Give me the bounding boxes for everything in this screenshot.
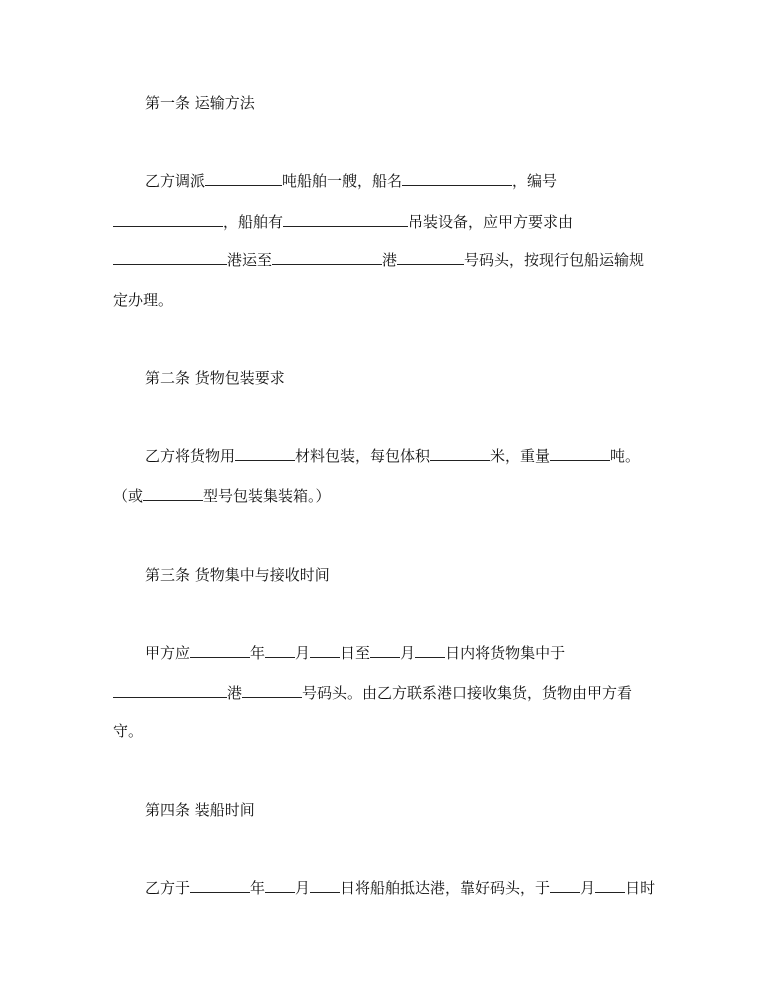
- blank-year: [190, 644, 250, 658]
- blank-arrival-month: [265, 879, 295, 893]
- article-4-line-1: 乙方于 年 月 日将船舶抵达港，靠好码头，于 月 日时: [145, 879, 656, 897]
- blank-arrival-day: [310, 879, 340, 893]
- blank-loading-day: [595, 879, 625, 893]
- blank-weight: [550, 447, 610, 461]
- article-1-line-2: ，船舶有 吊装设备，应甲方要求由: [113, 213, 573, 231]
- blank-lifting-equipment: [283, 213, 408, 227]
- article-2-line-1: 乙方将货物用 材料包装，每包体积 米，重量 吨。: [145, 447, 641, 465]
- blank-arrival-year: [190, 879, 250, 893]
- article-3-line-1: 甲方应 年 月 日至 月 日内将货物集中于: [145, 644, 566, 662]
- blank-wharf-number: [397, 251, 464, 265]
- blank-collection-wharf: [242, 684, 302, 698]
- blank-packing-material: [235, 447, 295, 461]
- article-1-line-1: 乙方调派 吨船舶一艘，船名 ，编号: [145, 172, 558, 190]
- article-4-heading: 第四条 装船时间: [145, 801, 255, 819]
- blank-collection-port: [113, 684, 227, 698]
- blank-volume: [430, 447, 490, 461]
- blank-day-end: [415, 644, 445, 658]
- article-1-line-3: 港运至 港 号码头，按现行包船运输规: [113, 251, 644, 269]
- article-2-heading: 第二条 货物包装要求: [145, 369, 285, 387]
- blank-month-end: [370, 644, 400, 658]
- blank-container-model: [143, 487, 203, 501]
- blank-ship-number: [113, 213, 223, 227]
- article-1-line-4: 定办理。: [113, 291, 174, 309]
- article-3-line-3: 守。: [113, 722, 144, 740]
- blank-origin-port: [113, 251, 227, 265]
- blank-tonnage: [205, 172, 282, 186]
- article-2-line-2: （或 型号包装集装箱。）: [113, 487, 331, 505]
- blank-ship-name: [402, 172, 512, 186]
- article-3-heading: 第三条 货物集中与接收时间: [145, 566, 330, 584]
- article-3-line-2: 港 号码头。由乙方联系港口接收集货，货物由甲方看: [113, 684, 632, 702]
- blank-month-start: [265, 644, 295, 658]
- blank-loading-month: [550, 879, 580, 893]
- article-1-heading: 第一条 运输方法: [145, 94, 255, 112]
- blank-day-start: [310, 644, 340, 658]
- blank-destination-port: [272, 251, 382, 265]
